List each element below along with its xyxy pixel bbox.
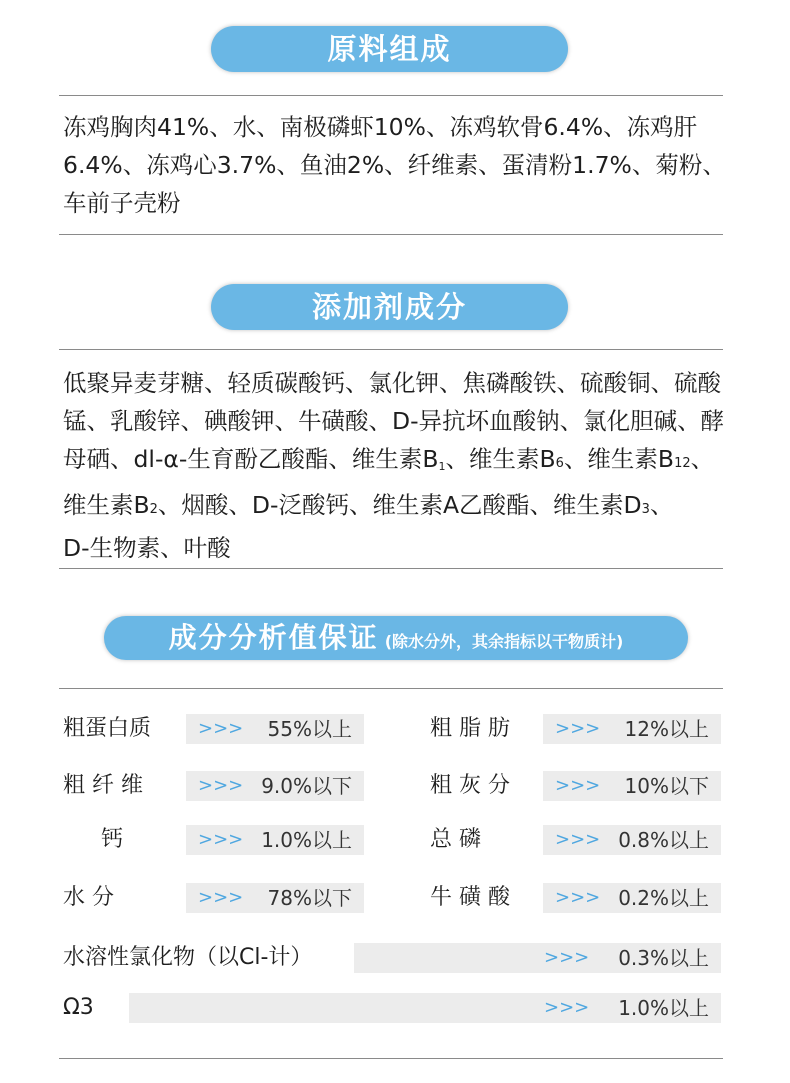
taurine-label: 牛 磺 酸 [430, 885, 510, 910]
water-soluble-chloride-label: 水溶性氯化物（以Cl-计） [63, 945, 313, 970]
divider [59, 234, 723, 235]
analysis-title: 成分分析值保证 (除水分外，其余指标以干物质计) [104, 616, 688, 660]
total-phosphorus-value-box: >>> 0.8%以上 [543, 825, 721, 855]
raw-line-3: 车前子壳粉 [63, 189, 181, 217]
crude-fat-label: 粗 脂 肪 [430, 716, 510, 741]
divider [59, 349, 723, 350]
additive-line-2: 锰、乳酸锌、碘酸钾、牛磺酸、D-异抗坏血酸钠、氯化胆碱、酵 [63, 407, 725, 435]
divider [59, 1058, 723, 1059]
crude-fat-value-box: >>> 12%以上 [543, 714, 721, 744]
calcium-value-box: >>> 1.0%以上 [186, 825, 364, 855]
taurine-value-box: >>> 0.2%以上 [543, 883, 721, 913]
divider [59, 688, 723, 689]
raw-materials-title: 原料组成 [211, 26, 568, 72]
additive-line-1: 低聚异麦芽糖、轻质碳酸钙、氯化钾、焦磷酸铁、硫酸铜、硫酸 [63, 369, 721, 397]
crude-ash-value-box: >>> 10%以下 [543, 771, 721, 801]
total-phosphorus-label: 总 磷 [430, 827, 481, 852]
moisture-label: 水 分 [63, 885, 114, 910]
raw-materials-text [63, 108, 731, 222]
moisture-value-box: >>> 78%以下 [186, 883, 364, 913]
water-soluble-chloride-value-box: >>> 0.3%以上 [354, 943, 721, 973]
additives-title: 添加剂成分 [211, 284, 568, 330]
calcium-label: 钙 [101, 827, 124, 852]
additive-line-4: 维生素B2、烟酸、D-泛酸钙、维生素A乙酸酯、维生素D3、 [63, 491, 674, 519]
divider [59, 95, 723, 96]
crude-protein-value-box: >>> 55%以上 [186, 714, 364, 744]
crude-fiber-label: 粗 纤 维 [63, 773, 143, 798]
additives-text [63, 364, 731, 567]
omega3-label: Ω3 [63, 995, 94, 1020]
crude-fiber-value-box: >>> 9.0%以下 [186, 771, 364, 801]
crude-protein-label: 粗蛋白质 [63, 716, 152, 741]
divider [59, 568, 723, 569]
raw-line-1: 冻鸡胸肉41%、水、南极磷虾10%、冻鸡软骨6.4%、冻鸡肝 [63, 113, 698, 141]
crude-ash-label: 粗 灰 分 [430, 773, 510, 798]
raw-line-2: 6.4%、冻鸡心3.7%、鱼油2%、纤维素、蛋清粉1.7%、菊粉、 [63, 151, 726, 179]
additive-line-5: D-生物素、叶酸 [63, 534, 231, 562]
additive-line-3: 母硒、dl-α-生育酚乙酸酯、维生素$B_1$、维生素B6、维生素B12、 [63, 445, 715, 473]
omega3-value-box: >>> 1.0%以上 [129, 993, 721, 1023]
